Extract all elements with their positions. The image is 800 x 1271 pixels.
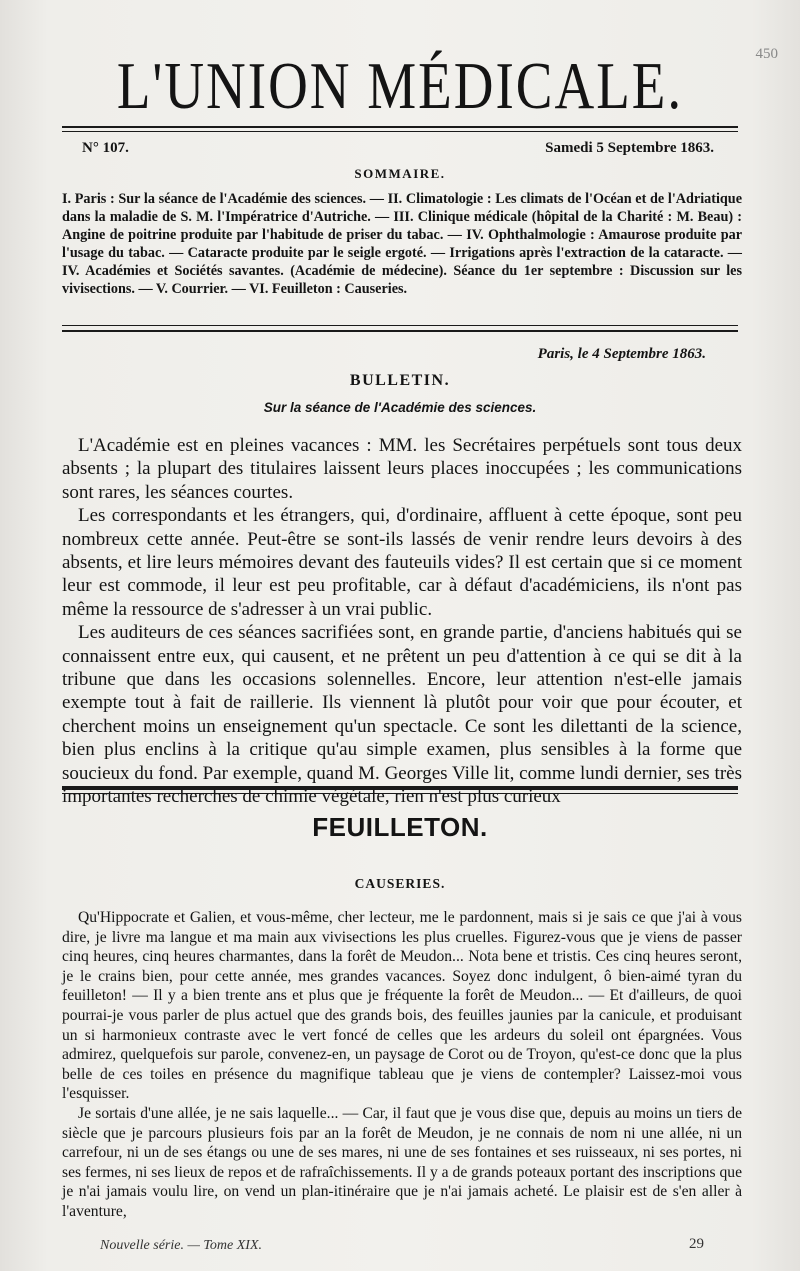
footer-series: Nouvelle série. — Tome XIX. [100,1238,263,1253]
feuilleton-rule-thin [62,793,738,794]
bulletin-title: BULLETIN. [349,372,451,389]
causeries-title: CAUSERIES. [354,876,446,891]
footer-page-number: 29 [689,1236,704,1252]
feuilleton-body [62,908,742,1222]
bulletin-paragraph: Les auditeurs de ces séances sacrifiées sont, en grande partie, d'anciens habitués qui se connaissent entre eux, qui causent, et ne prêtent un peu d'attention à ce qui se dit à la tribune que dans les occasions solennelles. Encore, leur attention n'est-elle jamais exempte tout à fait de raillerie. Ils viennent là plutôt pour voir que pour écouter, et cherchent moins un enseignement qu'un spectacle. Ce sont les dilettanti de la science, bien plus enclins à la critique qu'au simple examen, plus sensibles à la forme que soucieux du fond. Par exemple, quand M. Georges Ville lit, comme lundi dernier, ses très importantes recherches de chimie végétale, rien n'est plus curieux [62,622,742,808]
feuilleton-paragraph: Je sortais d'une allée, je ne sais laquelle... — Car, il faut que je vous dise que, depuis au moins un tiers de siècle que je parcours plusieurs fois par an la forêt de Meudon, je ne connais de nom ni une allée, ni un carrefour, ni un de ses étangs ou une de ses mares, ni une de ses fontaines et ses ruisseaux, ni ses portes, ni ses fermes, ni ses lieux de repos et de rafraîchissements. Il y a de grands poteaux portant des inscriptions que je n'ai jamais voulu lire, on vend un plan-itinéraire que je n'ai jamais acheté. Le plaisir est de s'en aller à l'aventure, [62,1104,742,1220]
sommaire-title: SOMMAIRE. [354,166,446,181]
issue-date: Samedi 5 Septembre 1863. [545,140,714,156]
issue-number: N° 107. [82,140,129,156]
masthead-rule-thin [62,131,738,132]
masthead: L'UNION MÉDICALE. [116,48,684,123]
bulletin-place-date: Paris, le 4 Septembre 1863. [537,346,706,362]
bulletin-paragraph: L'Académie est en pleines vacances : MM. les Secrétaires perpétuels sont tous deux absents ; la plupart des titulaires laissent leurs places inoccupées ; les communications sont rares, les séances courtes. [62,435,742,503]
feuilleton-title: FEUILLETON. [312,812,488,842]
sommaire-rule-top [62,325,738,326]
top-page-number: 450 [755,46,778,62]
feuilleton-paragraph: Qu'Hippocrate et Galien, et vous-même, cher lecteur, me le pardonnent, mais si je sais ce que j'ai à vous dire, je livre ma langue et ma main aux vivisections les plus cruelles. Figurez-vous que je viens de passer cinq heures, cinq heures charmantes, dans la forêt de Meudon... Nota bene et tristis. Ces cinq heures seront, je le crains bien, pour cette année, mes grandes vacances. Soyez donc indulgent, ô bien-aimé tyran du feuilleton! — Il y a bien trente ans et plus que je fréquente la forêt de Meudon... — Et d'ailleurs, de quoi pourrai-je vous parler de plus actuel que des grands bois, des feuilles jaunies par la canicule, et produisant un si harmonieux contraste avec le vert foncé de celles que les ardeurs du soleil ont épargnées. Vous admirez, quelquefois sur parole, convenez-en, un paysage de Corot ou de Troyon, qu'est-ce donc que la plus belle de ces toiles en présence du magnifique tableau que je viens de contempler? Laissez-moi vous l'esquisser. [62,909,742,1103]
bulletin-body [62,434,742,809]
sommaire-rule-bottom [62,330,738,332]
feuilleton-rule-heavy [62,786,738,790]
sommaire-text: I. Paris : Sur la séance de l'Académie des sciences. — II. Climatologie : Les climats de l'Océan et de l'Adriatique dans la maladie de S. M. l'Impératrice d'Autriche. — III. Clinique médicale (hôpital de la Charité : M. Beau) : Angine de poitrine produite par l'habitude de priser du tabac. — IV. Ophthalmologie : Amaurose produite par l'usage du tabac. — Cataracte produite par le seigle ergoté. — Irrigations après l'extraction de la cataracte. — IV. Académies et Sociétés savantes. (Académie de médecine). Séance du 1er septembre : Discussion sur les vivisections. — V. Courrier. — VI. Feuilleton : Causeries. [62,191,742,297]
masthead-rule [62,126,738,128]
bulletin-subtitle: Sur la séance de l'Académie des sciences. [263,400,537,415]
bulletin-paragraph: Les correspondants et les étrangers, qui, d'ordinaire, affluent à cette époque, sont peu nombreux cette année. Peut-être se sont-ils lassés de venir rendre leurs devoirs à des absents, et lire leurs mémoires devant des fauteuils vides? Il est certain que si ce moment leur est commode, il leur est peu profitable, car à défaut d'académiciens, ils n'ont pas même la ressource de s'adresser à un vrai public. [62,505,742,620]
